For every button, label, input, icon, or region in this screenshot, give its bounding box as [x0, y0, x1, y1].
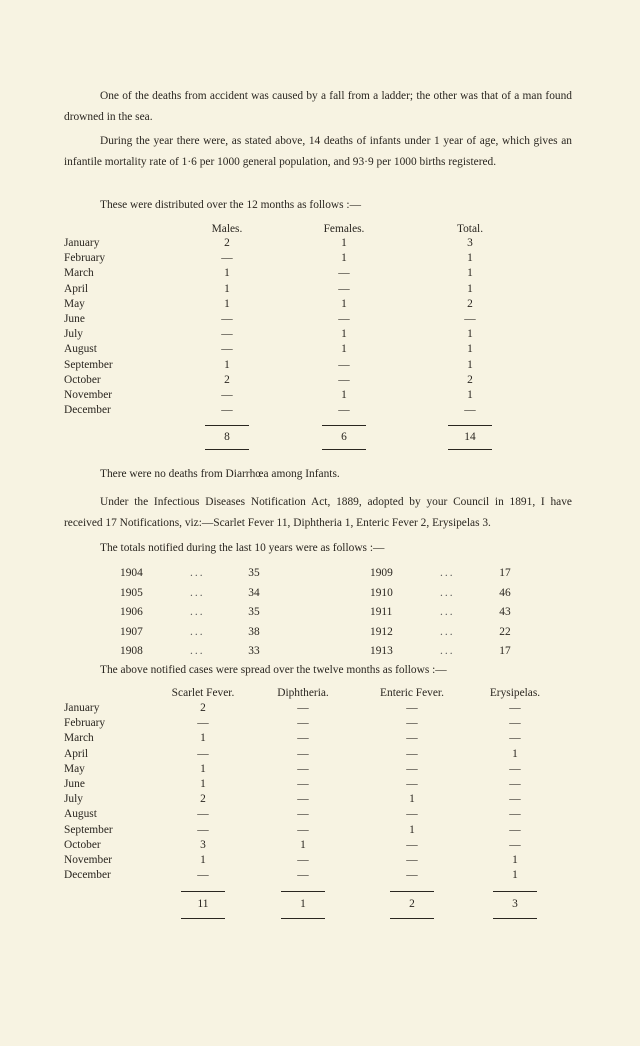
infant-table-cell: —: [338, 373, 350, 386]
disease-table-cell: —: [509, 762, 521, 775]
disease-table-month: August: [64, 808, 97, 821]
leader-dots: ...: [190, 645, 205, 657]
disease-table-cell: —: [197, 823, 209, 836]
disease-table-header: Erysipelas.: [489, 687, 541, 699]
infant-table-month: March: [64, 267, 94, 280]
infant-table-cell: 1: [224, 358, 230, 371]
infant-table-cell: 1: [341, 252, 347, 265]
leader-dots: ...: [440, 606, 455, 618]
disease-table-cell: —: [406, 702, 418, 714]
disease-table-cell: 1: [200, 778, 206, 790]
infant-table-month: May: [64, 297, 85, 310]
disease-table-cell: —: [297, 823, 309, 836]
infant-table-cell: —: [221, 328, 233, 341]
disease-table-cell: —: [406, 717, 418, 730]
disease-table-cell: —: [509, 732, 521, 745]
infant-table-month: December: [64, 404, 111, 417]
infant-table-cell: —: [338, 313, 350, 325]
year-total: 22: [499, 625, 511, 638]
disease-table-cell: —: [297, 808, 309, 821]
year-label: 1907: [120, 625, 143, 638]
disease-table-header: Diphtheria.: [277, 687, 329, 699]
infant-table-cell: 1: [467, 328, 473, 341]
year-total: 43: [499, 606, 511, 618]
infant-table-cell: —: [221, 252, 233, 265]
infant-table-rule-top: [322, 425, 366, 426]
disease-table-cell: —: [297, 854, 309, 866]
infant-table-cell: 3: [467, 237, 473, 249]
infant-table-cell: —: [221, 313, 233, 325]
paragraph-accident-deaths: One of the deaths from accident was caused by a fall from a ladder; the other was that of a man found drowned in the sea.: [64, 90, 572, 123]
leader-dots: ...: [190, 586, 205, 599]
paragraph-ten-year-intro: The totals notified during the last 10 years were as follows :—: [100, 542, 385, 554]
infant-table-cell: 2: [467, 297, 473, 310]
disease-table-cell: —: [509, 808, 521, 821]
disease-table-cell: —: [197, 869, 209, 882]
disease-table-total: 3: [512, 898, 518, 910]
disease-table-month: April: [64, 747, 89, 760]
disease-table-month: March: [64, 732, 94, 745]
infant-table-month: July: [64, 328, 83, 341]
disease-table-month: October: [64, 838, 101, 851]
infant-table-cell: 1: [467, 252, 473, 265]
year-total: 17: [499, 645, 511, 657]
infant-table-cell: 2: [467, 373, 473, 386]
infant-table-rule-bottom: [322, 449, 366, 450]
infant-table-cell: 1: [467, 358, 473, 371]
disease-table-cell: —: [509, 838, 521, 851]
infant-table-cell: 1: [224, 297, 230, 310]
year-label: 1913: [370, 645, 393, 657]
infant-table-cell: —: [221, 389, 233, 401]
infant-table-month: June: [64, 313, 85, 325]
paragraph-notifications: Under the Infectious Diseases Notification Act, 1889, adopted by your Council in 1891, I have received 17 Notifications, viz:—Scarlet Fever 11, Diphtheria 1, Enteric Fever 2, Erysipelas 3.: [64, 496, 572, 529]
infant-table-cell: 2: [224, 237, 230, 249]
disease-table-total: 2: [409, 898, 415, 910]
infant-table-cell: —: [338, 267, 350, 280]
disease-table-cell: —: [406, 778, 418, 790]
disease-table-rule-top: [181, 891, 225, 892]
disease-table-header: Scarlet Fever.: [171, 687, 235, 699]
paragraph-diarrhoea: There were no deaths from Diarrhœa among Infants.: [100, 468, 340, 480]
leader-dots: ...: [440, 567, 455, 579]
disease-table-month: June: [64, 778, 85, 790]
paragraph-distribution-intro: These were distributed over the 12 months as follows :—: [100, 199, 361, 211]
infant-table-month: February: [64, 252, 106, 265]
infant-table-month: November: [64, 389, 113, 401]
year-total: 38: [248, 625, 260, 638]
infant-table-rule-top: [205, 425, 249, 426]
leader-dots: ...: [440, 645, 455, 657]
infant-table-header: Females.: [323, 223, 365, 235]
infant-table-month: January: [64, 237, 100, 249]
disease-table-cell: —: [297, 702, 309, 714]
year-label: 1905: [120, 586, 143, 599]
disease-table-cell: 1: [512, 854, 518, 866]
infant-table-cell: 1: [341, 237, 347, 249]
year-label: 1908: [120, 645, 143, 657]
year-total: 35: [248, 567, 260, 579]
infant-table-cell: 1: [341, 297, 347, 310]
disease-table-cell: —: [509, 793, 521, 806]
disease-table-month: May: [64, 762, 85, 775]
disease-table-rule-bottom: [390, 918, 434, 919]
infant-table-month: October: [64, 373, 101, 386]
disease-table-cell: —: [509, 702, 521, 714]
disease-table-cell: —: [297, 762, 309, 775]
disease-table-cell: 1: [512, 869, 518, 882]
infant-table-cell: —: [338, 404, 350, 417]
infant-table-cell: 1: [467, 343, 473, 356]
year-label: 1909: [370, 567, 393, 579]
disease-table-cell: —: [197, 717, 209, 730]
year-label: 1912: [370, 625, 393, 638]
paragraph-infant-deaths: During the year there were, as stated above, 14 deaths of infants under 1 year of age, which gives an infantile mortality rate of 1·6 per 1000 general population, and 93·9 per 1000 births registered.: [64, 135, 572, 168]
disease-table-cell: 2: [200, 702, 206, 714]
infant-table-rule-top: [448, 425, 492, 426]
disease-table-rule-bottom: [181, 918, 225, 919]
year-total: 33: [248, 645, 260, 657]
disease-table-cell: 1: [512, 747, 518, 760]
disease-table-header: Enteric Fever.: [380, 687, 444, 699]
disease-table-cell: —: [297, 717, 309, 730]
year-label: 1911: [370, 606, 393, 618]
infant-table-cell: —: [221, 404, 233, 417]
infant-table-header: Total.: [456, 223, 484, 235]
infant-table-total: 8: [224, 431, 230, 443]
infant-table-cell: 2: [224, 373, 230, 386]
disease-table-rule-bottom: [493, 918, 537, 919]
leader-dots: ...: [190, 567, 205, 579]
year-total: 17: [499, 567, 511, 579]
infant-table-month: April: [64, 282, 89, 295]
leader-dots: ...: [190, 625, 205, 638]
infant-table-cell: 1: [341, 389, 347, 401]
disease-table-cell: 2: [200, 793, 206, 806]
infant-table-cell: 1: [341, 343, 347, 356]
infant-table-cell: —: [221, 343, 233, 356]
disease-table-cell: 1: [300, 838, 306, 851]
disease-table-month: February: [64, 717, 106, 730]
leader-dots: ...: [190, 606, 205, 618]
year-label: 1904: [120, 567, 143, 579]
year-total: 34: [248, 586, 260, 599]
disease-table-cell: 1: [200, 854, 206, 866]
disease-table-rule-top: [390, 891, 434, 892]
infant-table-total: 14: [464, 431, 476, 443]
disease-table-cell: —: [197, 747, 209, 760]
disease-table-cell: —: [297, 793, 309, 806]
infant-table-cell: 1: [467, 389, 473, 401]
disease-table-cell: —: [509, 823, 521, 836]
disease-table-cell: —: [509, 778, 521, 790]
infant-table-cell: 1: [341, 328, 347, 341]
disease-table-cell: —: [297, 747, 309, 760]
disease-table-cell: 1: [409, 823, 415, 836]
infant-table-cell: 1: [467, 267, 473, 280]
disease-table-rule-top: [493, 891, 537, 892]
infant-table-cell: —: [338, 282, 350, 295]
leader-dots: ...: [440, 586, 455, 599]
disease-table-month: September: [64, 823, 113, 836]
disease-table-cell: —: [197, 808, 209, 821]
infant-table-header: Males.: [211, 223, 243, 235]
infant-table-cell: 1: [224, 282, 230, 295]
year-total: 35: [248, 606, 260, 618]
disease-table-total: 11: [197, 898, 209, 910]
disease-table-month: January: [64, 702, 100, 714]
disease-table-rule-top: [281, 891, 325, 892]
year-label: 1910: [370, 586, 393, 599]
infant-table-total: 6: [341, 431, 347, 443]
disease-table-cell: —: [509, 717, 521, 730]
year-total: 46: [499, 586, 511, 599]
disease-table-month: December: [64, 869, 111, 882]
infant-table-rule-bottom: [205, 449, 249, 450]
disease-table-cell: —: [406, 869, 418, 882]
disease-table-month: July: [64, 793, 83, 806]
disease-table-cell: 1: [409, 793, 415, 806]
infant-table-rule-bottom: [448, 449, 492, 450]
disease-table-rule-bottom: [281, 918, 325, 919]
disease-table-cell: —: [406, 732, 418, 745]
infant-table-cell: —: [464, 404, 476, 417]
disease-table-cell: —: [406, 838, 418, 851]
year-label: 1906: [120, 606, 143, 618]
disease-table-cell: —: [297, 778, 309, 790]
leader-dots: ...: [440, 625, 455, 638]
disease-table-month: November: [64, 854, 113, 866]
disease-table-cell: —: [406, 747, 418, 760]
infant-table-cell: 1: [224, 267, 230, 280]
disease-table-cell: —: [406, 808, 418, 821]
infant-table-cell: 1: [467, 282, 473, 295]
paragraph-cases-spread-intro: The above notified cases were spread over the twelve months as follows :—: [100, 664, 447, 676]
disease-table-total: 1: [300, 898, 306, 910]
infant-table-cell: —: [464, 313, 476, 325]
disease-table-cell: 1: [200, 762, 206, 775]
disease-table-cell: —: [297, 869, 309, 882]
disease-table-cell: 1: [200, 732, 206, 745]
disease-table-cell: —: [406, 854, 418, 866]
infant-table-month: August: [64, 343, 97, 356]
infant-table-cell: —: [338, 358, 350, 371]
disease-table-cell: 3: [200, 838, 206, 851]
disease-table-cell: —: [297, 732, 309, 745]
infant-table-month: September: [64, 358, 113, 371]
disease-table-cell: —: [406, 762, 418, 775]
